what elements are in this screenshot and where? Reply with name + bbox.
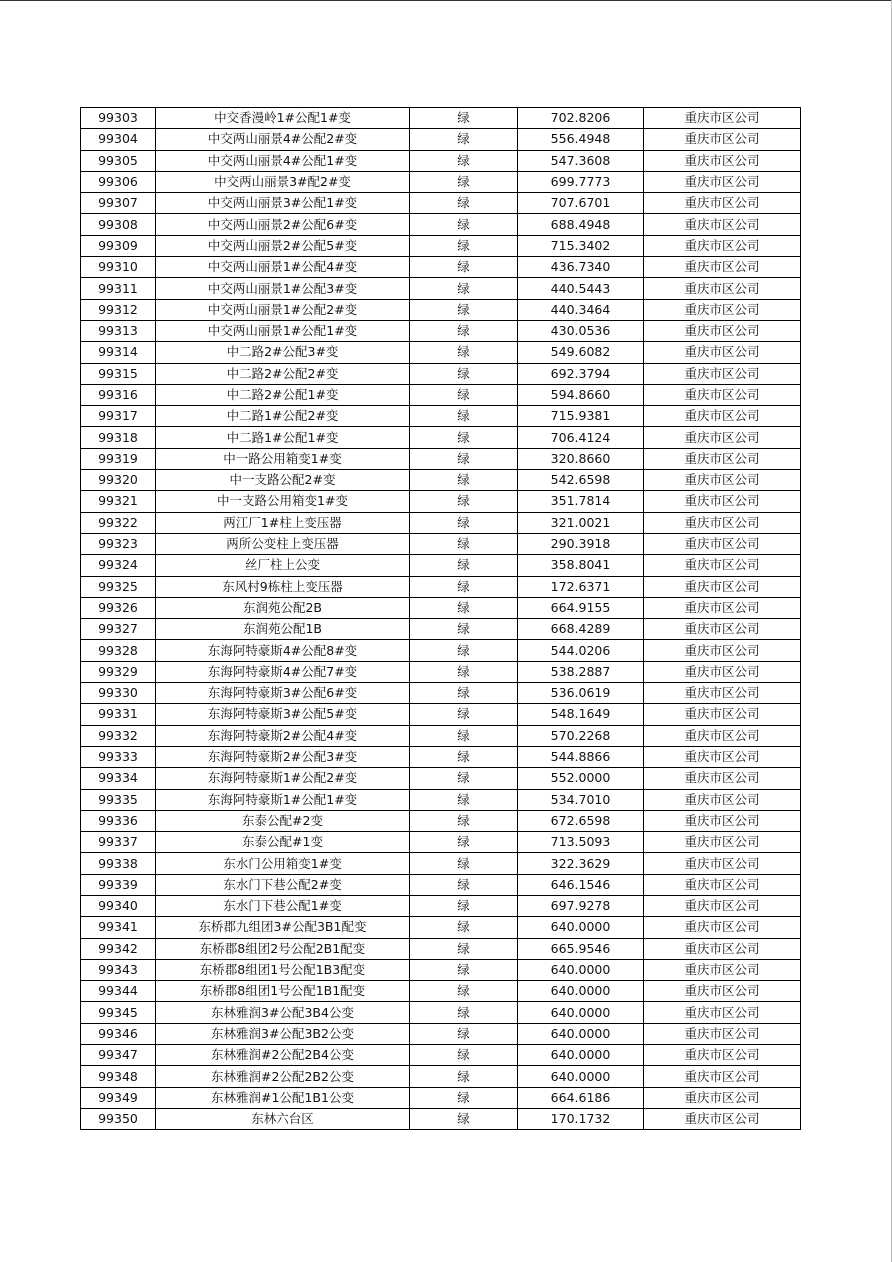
value-cell: 665.9546	[518, 938, 644, 959]
table-row	[81, 619, 801, 640]
transformer-name-cell: 中二路2#公配2#变	[156, 363, 410, 384]
row-id-cell: 99336	[81, 810, 156, 831]
row-id-cell: 99305	[81, 150, 156, 171]
table-row	[81, 1045, 801, 1066]
status-color-cell: 绿	[410, 470, 518, 491]
row-id-cell: 99320	[81, 470, 156, 491]
table-row	[81, 874, 801, 895]
row-id-cell: 99342	[81, 938, 156, 959]
row-id-cell: 99344	[81, 981, 156, 1002]
value-cell: 706.4124	[518, 427, 644, 448]
transformer-name-cell: 中交两山丽景4#公配1#变	[156, 150, 410, 171]
company-cell: 重庆市区公司	[644, 853, 801, 874]
company-cell: 重庆市区公司	[644, 981, 801, 1002]
transformer-name-cell: 东林雅润#2公配2B2公变	[156, 1066, 410, 1087]
row-id-cell: 99328	[81, 640, 156, 661]
value-cell: 715.3402	[518, 235, 644, 256]
status-color-cell: 绿	[410, 214, 518, 235]
status-color-cell: 绿	[410, 320, 518, 341]
status-color-cell: 绿	[410, 384, 518, 405]
table-row	[81, 193, 801, 214]
table-row	[81, 257, 801, 278]
status-color-cell: 绿	[410, 427, 518, 448]
company-cell: 重庆市区公司	[644, 661, 801, 682]
value-cell: 430.0536	[518, 320, 644, 341]
row-id-cell: 99316	[81, 384, 156, 405]
value-cell: 436.7340	[518, 257, 644, 278]
table-row	[81, 1108, 801, 1129]
company-cell: 重庆市区公司	[644, 278, 801, 299]
status-color-cell: 绿	[410, 768, 518, 789]
company-cell: 重庆市区公司	[644, 1045, 801, 1066]
value-cell: 544.0206	[518, 640, 644, 661]
transformer-name-cell: 东林雅润3#公配3B4公变	[156, 1002, 410, 1023]
status-color-cell: 绿	[410, 1066, 518, 1087]
row-id-cell: 99341	[81, 917, 156, 938]
transformer-name-cell: 丝厂柱上公变	[156, 555, 410, 576]
value-cell: 688.4948	[518, 214, 644, 235]
company-cell: 重庆市区公司	[644, 470, 801, 491]
row-id-cell: 99337	[81, 832, 156, 853]
transformer-name-cell: 中交两山丽景4#公配2#变	[156, 129, 410, 150]
row-id-cell: 99326	[81, 597, 156, 618]
table-row	[81, 917, 801, 938]
company-cell: 重庆市区公司	[644, 810, 801, 831]
table-row	[81, 938, 801, 959]
table-row	[81, 448, 801, 469]
table-row	[81, 214, 801, 235]
status-color-cell: 绿	[410, 576, 518, 597]
company-cell: 重庆市区公司	[644, 448, 801, 469]
row-id-cell: 99339	[81, 874, 156, 895]
company-cell: 重庆市区公司	[644, 214, 801, 235]
row-id-cell: 99325	[81, 576, 156, 597]
transformer-name-cell: 中交两山丽景1#公配3#变	[156, 278, 410, 299]
transformer-name-cell: 中二路2#公配1#变	[156, 384, 410, 405]
status-color-cell: 绿	[410, 363, 518, 384]
row-id-cell: 99304	[81, 129, 156, 150]
value-cell: 646.1546	[518, 874, 644, 895]
table-row	[81, 1066, 801, 1087]
company-cell: 重庆市区公司	[644, 725, 801, 746]
status-color-cell: 绿	[410, 959, 518, 980]
value-cell: 640.0000	[518, 1066, 644, 1087]
value-cell: 170.1732	[518, 1108, 644, 1129]
status-color-cell: 绿	[410, 981, 518, 1002]
status-color-cell: 绿	[410, 491, 518, 512]
table-row	[81, 320, 801, 341]
row-id-cell: 99327	[81, 619, 156, 640]
status-color-cell: 绿	[410, 661, 518, 682]
row-id-cell: 99350	[81, 1108, 156, 1129]
company-cell: 重庆市区公司	[644, 704, 801, 725]
company-cell: 重庆市区公司	[644, 171, 801, 192]
table-row	[81, 1023, 801, 1044]
table-row	[81, 278, 801, 299]
row-id-cell: 99319	[81, 448, 156, 469]
table-row	[81, 683, 801, 704]
table-row	[81, 363, 801, 384]
status-color-cell: 绿	[410, 810, 518, 831]
value-cell: 699.7773	[518, 171, 644, 192]
status-color-cell: 绿	[410, 619, 518, 640]
value-cell: 672.6598	[518, 810, 644, 831]
value-cell: 320.8660	[518, 448, 644, 469]
transformer-name-cell: 东海阿特豪斯4#公配7#变	[156, 661, 410, 682]
row-id-cell: 99334	[81, 768, 156, 789]
transformer-name-cell: 中二路2#公配3#变	[156, 342, 410, 363]
company-cell: 重庆市区公司	[644, 832, 801, 853]
status-color-cell: 绿	[410, 597, 518, 618]
value-cell: 640.0000	[518, 1045, 644, 1066]
company-cell: 重庆市区公司	[644, 512, 801, 533]
status-color-cell: 绿	[410, 895, 518, 916]
table-row	[81, 981, 801, 1002]
status-color-cell: 绿	[410, 257, 518, 278]
value-cell: 358.8041	[518, 555, 644, 576]
transformer-name-cell: 东海阿特豪斯3#公配6#变	[156, 683, 410, 704]
company-cell: 重庆市区公司	[644, 597, 801, 618]
company-cell: 重庆市区公司	[644, 917, 801, 938]
status-color-cell: 绿	[410, 938, 518, 959]
transformer-name-cell: 东风村9栋柱上变压器	[156, 576, 410, 597]
status-color-cell: 绿	[410, 108, 518, 129]
status-color-cell: 绿	[410, 512, 518, 533]
status-color-cell: 绿	[410, 193, 518, 214]
row-id-cell: 99324	[81, 555, 156, 576]
table-row	[81, 533, 801, 554]
table-row	[81, 661, 801, 682]
value-cell: 172.6371	[518, 576, 644, 597]
transformer-name-cell: 东海阿特豪斯3#公配5#变	[156, 704, 410, 725]
status-color-cell: 绿	[410, 448, 518, 469]
company-cell: 重庆市区公司	[644, 342, 801, 363]
company-cell: 重庆市区公司	[644, 1023, 801, 1044]
row-id-cell: 99333	[81, 746, 156, 767]
transformer-name-cell: 东林雅润#2公配2B4公变	[156, 1045, 410, 1066]
status-color-cell: 绿	[410, 129, 518, 150]
status-color-cell: 绿	[410, 406, 518, 427]
value-cell: 552.0000	[518, 768, 644, 789]
row-id-cell: 99318	[81, 427, 156, 448]
value-cell: 640.0000	[518, 1023, 644, 1044]
transformer-name-cell: 东水门下巷公配2#变	[156, 874, 410, 895]
status-color-cell: 绿	[410, 1108, 518, 1129]
transformer-name-cell: 东泰公配#1变	[156, 832, 410, 853]
status-color-cell: 绿	[410, 1002, 518, 1023]
transformer-name-cell: 东水门公用箱变1#变	[156, 853, 410, 874]
company-cell: 重庆市区公司	[644, 299, 801, 320]
status-color-cell: 绿	[410, 789, 518, 810]
transformer-name-cell: 东桥郡九组团3#公配3B1配变	[156, 917, 410, 938]
value-cell: 640.0000	[518, 917, 644, 938]
value-cell: 321.0021	[518, 512, 644, 533]
status-color-cell: 绿	[410, 853, 518, 874]
transformer-name-cell: 中二路1#公配1#变	[156, 427, 410, 448]
value-cell: 715.9381	[518, 406, 644, 427]
row-id-cell: 99312	[81, 299, 156, 320]
transformer-name-cell: 中交两山丽景2#公配5#变	[156, 235, 410, 256]
row-id-cell: 99306	[81, 171, 156, 192]
company-cell: 重庆市区公司	[644, 1108, 801, 1129]
status-color-cell: 绿	[410, 917, 518, 938]
row-id-cell: 99338	[81, 853, 156, 874]
row-id-cell: 99317	[81, 406, 156, 427]
transformer-name-cell: 东海阿特豪斯1#公配1#变	[156, 789, 410, 810]
value-cell: 542.6598	[518, 470, 644, 491]
row-id-cell: 99349	[81, 1087, 156, 1108]
company-cell: 重庆市区公司	[644, 533, 801, 554]
company-cell: 重庆市区公司	[644, 384, 801, 405]
value-cell: 702.8206	[518, 108, 644, 129]
table-row	[81, 427, 801, 448]
status-color-cell: 绿	[410, 278, 518, 299]
table-row	[81, 470, 801, 491]
value-cell: 538.2887	[518, 661, 644, 682]
company-cell: 重庆市区公司	[644, 108, 801, 129]
value-cell: 594.8660	[518, 384, 644, 405]
company-cell: 重庆市区公司	[644, 193, 801, 214]
table-row	[81, 789, 801, 810]
transformer-name-cell: 中交两山丽景2#公配6#变	[156, 214, 410, 235]
transformer-name-cell: 东海阿特豪斯1#公配2#变	[156, 768, 410, 789]
status-color-cell: 绿	[410, 1087, 518, 1108]
table-row	[81, 810, 801, 831]
transformer-name-cell: 中一路公用箱变1#变	[156, 448, 410, 469]
transformer-name-cell: 中交两山丽景1#公配4#变	[156, 257, 410, 278]
row-id-cell: 99329	[81, 661, 156, 682]
row-id-cell: 99309	[81, 235, 156, 256]
company-cell: 重庆市区公司	[644, 1002, 801, 1023]
page-top-border	[0, 0, 892, 1]
status-color-cell: 绿	[410, 683, 518, 704]
transformer-name-cell: 中交两山丽景3#配2#变	[156, 171, 410, 192]
transformer-name-cell: 东桥郡8组团2号公配2B1配变	[156, 938, 410, 959]
value-cell: 664.6186	[518, 1087, 644, 1108]
company-cell: 重庆市区公司	[644, 746, 801, 767]
company-cell: 重庆市区公司	[644, 789, 801, 810]
row-id-cell: 99340	[81, 895, 156, 916]
value-cell: 351.7814	[518, 491, 644, 512]
status-color-cell: 绿	[410, 640, 518, 661]
table-row	[81, 108, 801, 129]
table-row	[81, 342, 801, 363]
table-row	[81, 384, 801, 405]
transformer-name-cell: 中交两山丽景3#公配1#变	[156, 193, 410, 214]
status-color-cell: 绿	[410, 746, 518, 767]
company-cell: 重庆市区公司	[644, 150, 801, 171]
row-id-cell: 99314	[81, 342, 156, 363]
value-cell: 692.3794	[518, 363, 644, 384]
table-row	[81, 746, 801, 767]
row-id-cell: 99343	[81, 959, 156, 980]
transformer-name-cell: 东林雅润#1公配1B1公变	[156, 1087, 410, 1108]
table-row	[81, 235, 801, 256]
company-cell: 重庆市区公司	[644, 576, 801, 597]
row-id-cell: 99330	[81, 683, 156, 704]
transformer-table	[80, 107, 801, 1130]
table-row	[81, 704, 801, 725]
transformer-name-cell: 东海阿特豪斯2#公配3#变	[156, 746, 410, 767]
table-row	[81, 959, 801, 980]
table-row	[81, 491, 801, 512]
status-color-cell: 绿	[410, 342, 518, 363]
row-id-cell: 99345	[81, 1002, 156, 1023]
row-id-cell: 99347	[81, 1045, 156, 1066]
company-cell: 重庆市区公司	[644, 619, 801, 640]
row-id-cell: 99313	[81, 320, 156, 341]
table-row	[81, 768, 801, 789]
company-cell: 重庆市区公司	[644, 427, 801, 448]
table-row	[81, 895, 801, 916]
value-cell: 570.2268	[518, 725, 644, 746]
value-cell: 640.0000	[518, 959, 644, 980]
row-id-cell: 99308	[81, 214, 156, 235]
table-row	[81, 832, 801, 853]
row-id-cell: 99332	[81, 725, 156, 746]
value-cell: 440.5443	[518, 278, 644, 299]
transformer-name-cell: 东润苑公配2B	[156, 597, 410, 618]
status-color-cell: 绿	[410, 533, 518, 554]
status-color-cell: 绿	[410, 171, 518, 192]
value-cell: 544.8866	[518, 746, 644, 767]
value-cell: 290.3918	[518, 533, 644, 554]
transformer-name-cell: 东林六台区	[156, 1108, 410, 1129]
table-row	[81, 640, 801, 661]
transformer-name-cell: 两江厂1#柱上变压器	[156, 512, 410, 533]
table-row	[81, 129, 801, 150]
row-id-cell: 99321	[81, 491, 156, 512]
company-cell: 重庆市区公司	[644, 129, 801, 150]
row-id-cell: 99335	[81, 789, 156, 810]
company-cell: 重庆市区公司	[644, 491, 801, 512]
value-cell: 713.5093	[518, 832, 644, 853]
status-color-cell: 绿	[410, 1023, 518, 1044]
company-cell: 重庆市区公司	[644, 895, 801, 916]
status-color-cell: 绿	[410, 704, 518, 725]
transformer-name-cell: 中一支路公配2#变	[156, 470, 410, 491]
company-cell: 重庆市区公司	[644, 363, 801, 384]
row-id-cell: 99303	[81, 108, 156, 129]
transformer-name-cell: 东林雅润3#公配3B2公变	[156, 1023, 410, 1044]
row-id-cell: 99346	[81, 1023, 156, 1044]
transformer-name-cell: 东润苑公配1B	[156, 619, 410, 640]
row-id-cell: 99348	[81, 1066, 156, 1087]
table-row	[81, 853, 801, 874]
table-row	[81, 597, 801, 618]
company-cell: 重庆市区公司	[644, 1066, 801, 1087]
status-color-cell: 绿	[410, 725, 518, 746]
transformer-name-cell: 中二路1#公配2#变	[156, 406, 410, 427]
status-color-cell: 绿	[410, 832, 518, 853]
table-row	[81, 555, 801, 576]
company-cell: 重庆市区公司	[644, 938, 801, 959]
value-cell: 440.3464	[518, 299, 644, 320]
table-body	[81, 108, 801, 1130]
transformer-name-cell: 中交两山丽景1#公配1#变	[156, 320, 410, 341]
company-cell: 重庆市区公司	[644, 683, 801, 704]
company-cell: 重庆市区公司	[644, 235, 801, 256]
company-cell: 重庆市区公司	[644, 1087, 801, 1108]
status-color-cell: 绿	[410, 555, 518, 576]
row-id-cell: 99311	[81, 278, 156, 299]
transformer-name-cell: 东桥郡8组团1号公配1B1配变	[156, 981, 410, 1002]
transformer-name-cell: 东海阿特豪斯4#公配8#变	[156, 640, 410, 661]
company-cell: 重庆市区公司	[644, 406, 801, 427]
row-id-cell: 99310	[81, 257, 156, 278]
table-row	[81, 512, 801, 533]
company-cell: 重庆市区公司	[644, 320, 801, 341]
row-id-cell: 99331	[81, 704, 156, 725]
value-cell: 534.7010	[518, 789, 644, 810]
value-cell: 556.4948	[518, 129, 644, 150]
value-cell: 640.0000	[518, 981, 644, 1002]
transformer-name-cell: 两所公变柱上变压器	[156, 533, 410, 554]
status-color-cell: 绿	[410, 1045, 518, 1066]
row-id-cell: 99307	[81, 193, 156, 214]
transformer-name-cell: 中一支路公用箱变1#变	[156, 491, 410, 512]
status-color-cell: 绿	[410, 874, 518, 895]
value-cell: 640.0000	[518, 1002, 644, 1023]
transformer-name-cell: 东桥郡8组团1号公配1B3配变	[156, 959, 410, 980]
value-cell: 548.1649	[518, 704, 644, 725]
transformer-name-cell: 东水门下巷公配1#变	[156, 895, 410, 916]
row-id-cell: 99323	[81, 533, 156, 554]
row-id-cell: 99322	[81, 512, 156, 533]
value-cell: 536.0619	[518, 683, 644, 704]
company-cell: 重庆市区公司	[644, 555, 801, 576]
status-color-cell: 绿	[410, 299, 518, 320]
table-row	[81, 406, 801, 427]
value-cell: 707.6701	[518, 193, 644, 214]
status-color-cell: 绿	[410, 150, 518, 171]
company-cell: 重庆市区公司	[644, 959, 801, 980]
value-cell: 664.9155	[518, 597, 644, 618]
value-cell: 668.4289	[518, 619, 644, 640]
value-cell: 547.3608	[518, 150, 644, 171]
company-cell: 重庆市区公司	[644, 257, 801, 278]
company-cell: 重庆市区公司	[644, 874, 801, 895]
transformer-name-cell: 东海阿特豪斯2#公配4#变	[156, 725, 410, 746]
transformer-name-cell: 中交两山丽景1#公配2#变	[156, 299, 410, 320]
table-row	[81, 171, 801, 192]
table-row	[81, 150, 801, 171]
table-row	[81, 299, 801, 320]
company-cell: 重庆市区公司	[644, 768, 801, 789]
value-cell: 322.3629	[518, 853, 644, 874]
transformer-name-cell: 中交香漫岭1#公配1#变	[156, 108, 410, 129]
company-cell: 重庆市区公司	[644, 640, 801, 661]
status-color-cell: 绿	[410, 235, 518, 256]
value-cell: 549.6082	[518, 342, 644, 363]
row-id-cell: 99315	[81, 363, 156, 384]
table-row	[81, 725, 801, 746]
transformer-name-cell: 东泰公配#2变	[156, 810, 410, 831]
value-cell: 697.9278	[518, 895, 644, 916]
table-row	[81, 576, 801, 597]
table-row	[81, 1087, 801, 1108]
table-row	[81, 1002, 801, 1023]
